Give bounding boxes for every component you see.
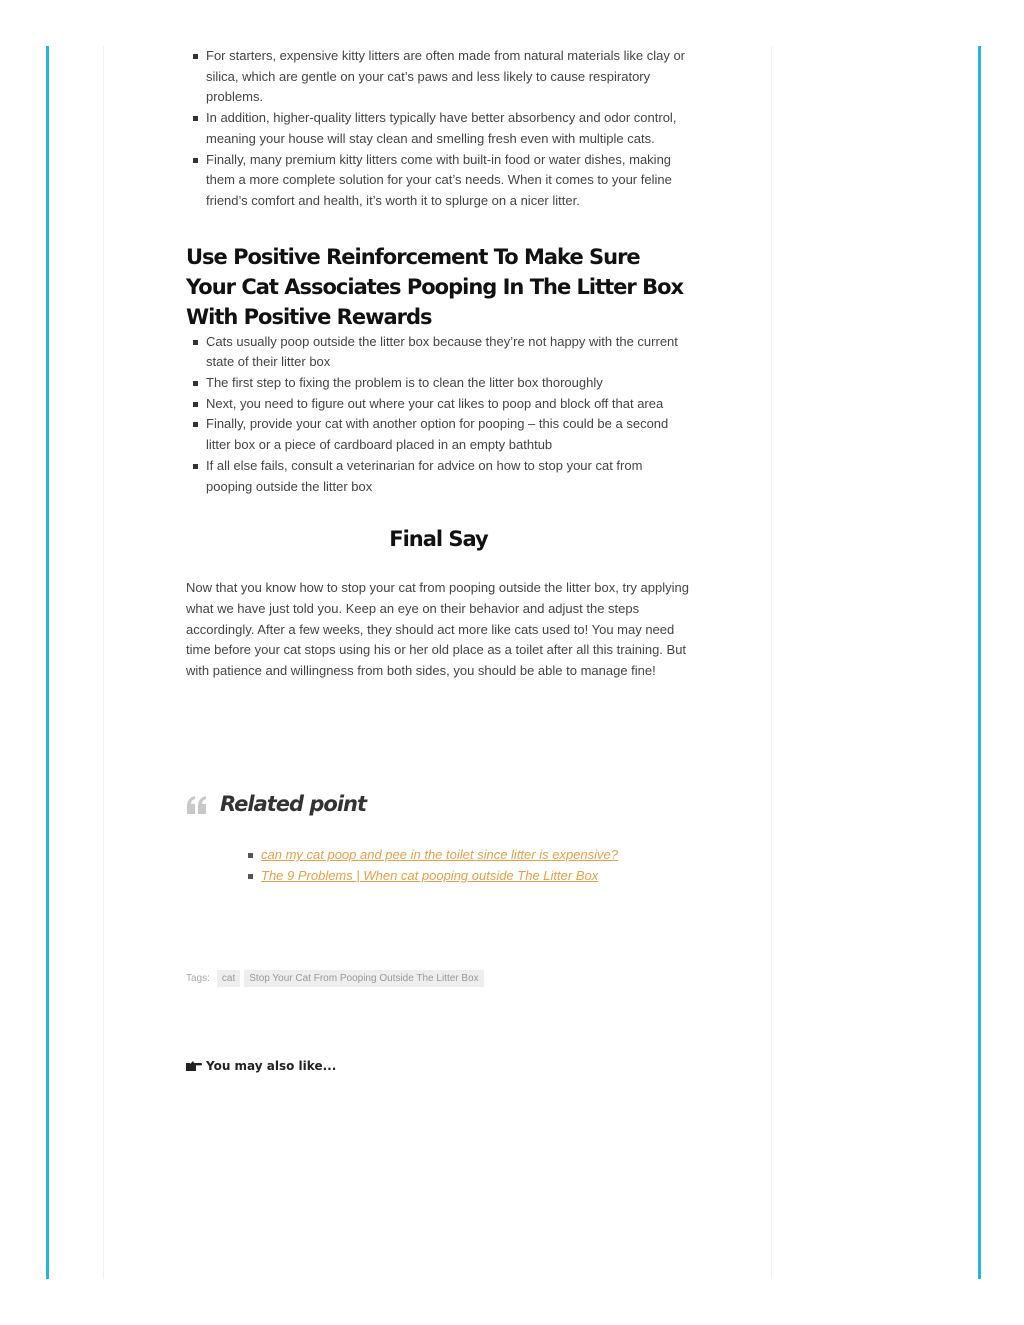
list-item	[261, 845, 691, 866]
final-say-paragraph: Now that you know how to stop your cat from pooping outside the litter box, try applying what we have just told you. Keep an eye on their behavior and adjust the steps accordingly. After a few weeks, they should act more like cats used to! You may need time before your cat stops using his or her old place as a toilet after all this training. But with patience and willingness from both sides, you should be able to manage fine!	[186, 580, 689, 679]
final-say-heading: Final Say	[389, 527, 488, 552]
related-link-toilet[interactable]: can my cat poop and pee in the toilet since litter is expensive?	[261, 847, 618, 862]
tag-stop-your-cat[interactable]: Stop Your Cat From Pooping Outside The Litter Box	[244, 970, 483, 987]
pointing-hand-icon	[186, 1060, 202, 1072]
tags-label: Tags:	[186, 973, 210, 984]
section-heading: Use Positive Reinforcement To Make Sure Your Cat Associates Pooping In The Litter Box With Positive Rewards	[186, 244, 684, 329]
you-may-also-like-label: You may also like...	[206, 1059, 337, 1073]
related-links-list	[186, 845, 691, 886]
intro-list	[186, 46, 691, 212]
list-item: The first step to fixing the problem is to clean the litter box thoroughly	[206, 373, 691, 394]
list-item: Next, you need to figure out where your cat likes to poop and block off that area	[206, 394, 691, 415]
section-list	[186, 332, 691, 498]
tag-cat[interactable]: cat	[217, 970, 240, 987]
related-point-box	[186, 790, 691, 886]
list-item	[261, 866, 691, 887]
list-item: For starters, expensive kitty litters are often made from natural materials like clay or silica, which are gentle on your cat’s paws and less likely to cause respiratory problems.	[206, 46, 691, 108]
list-item: Cats usually poop outside the litter box because they’re not happy with the current state of their litter box	[206, 332, 691, 373]
list-item: In addition, higher-quality litters typically have better absorbency and odor control, meaning your house will stay clean and smelling fresh even with multiple cats.	[206, 108, 691, 149]
list-item: Finally, many premium kitty litters come with built-in food or water dishes, making them a more complete solution for your cat’s needs. When it comes to your feline friend’s comfort and health, it’s worth it to splurge on a nicer litter.	[206, 150, 691, 212]
list-item: Finally, provide your cat with another option for pooping – this could be a second litter box or a piece of cardboard placed in an empty bathtub	[206, 414, 691, 455]
article-body	[186, 46, 691, 682]
you-may-also-like	[186, 1059, 336, 1073]
related-link-9-problems[interactable]: The 9 Problems | When cat pooping outside The Litter Box	[261, 867, 599, 883]
list-item: If all else fails, consult a veterinarian for advice on how to stop your cat from pooping outside the litter box	[206, 456, 691, 497]
quote-icon	[186, 794, 208, 816]
related-header	[186, 790, 691, 826]
related-title: Related point	[220, 792, 367, 816]
tags-row	[186, 970, 488, 987]
